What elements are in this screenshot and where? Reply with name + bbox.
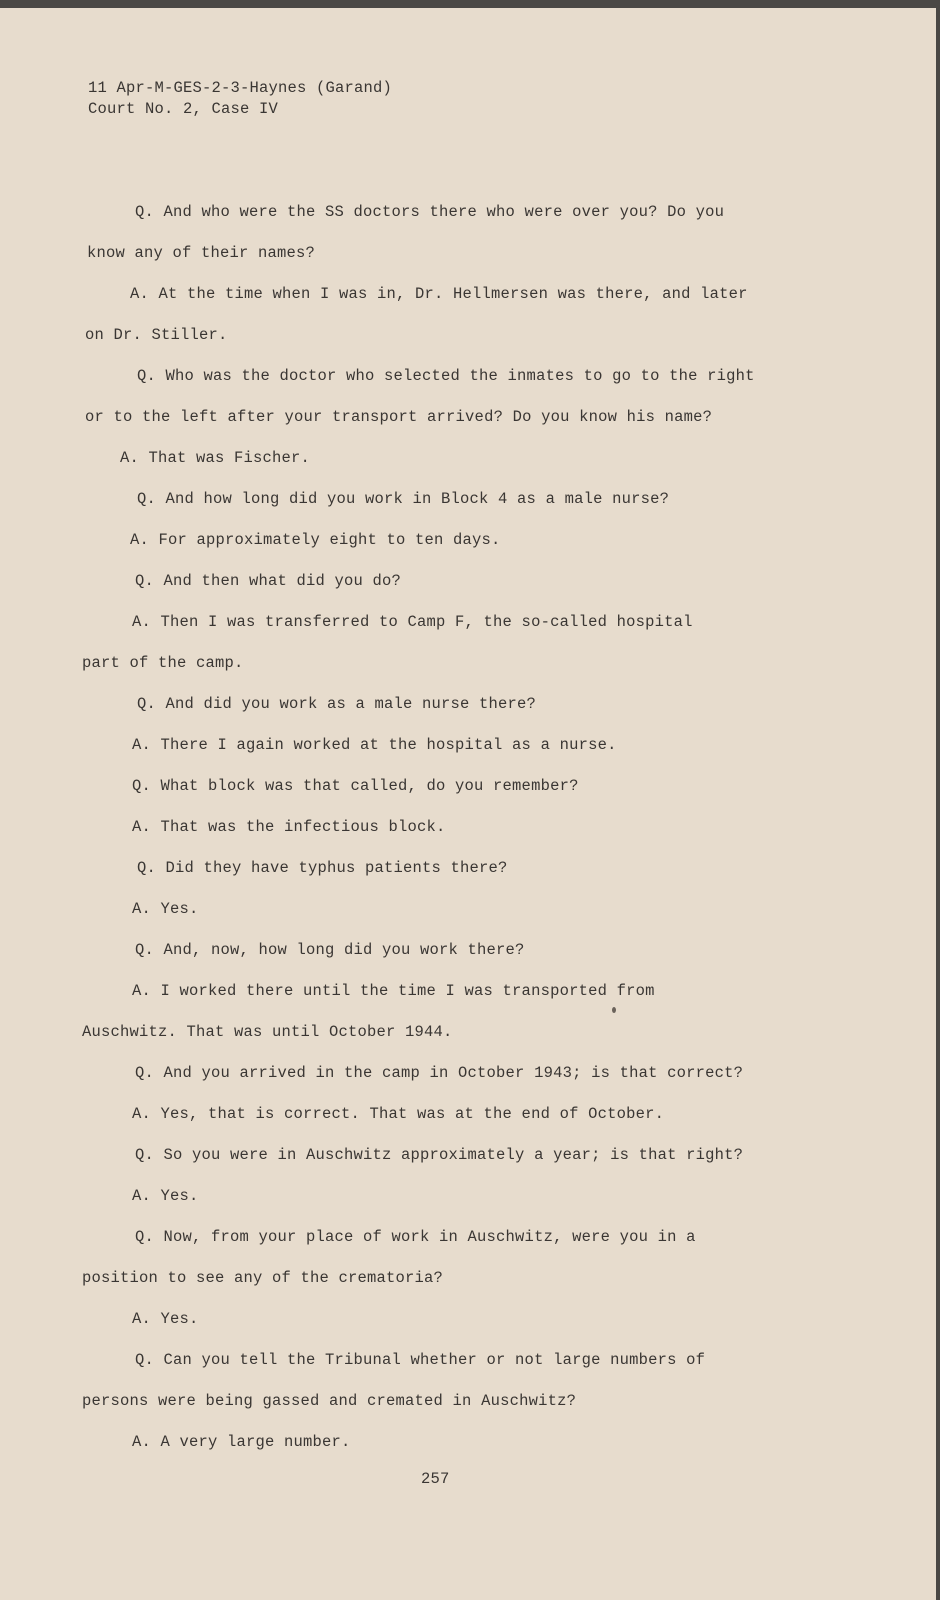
transcript-line: Q. And who were the SS doctors there who were over you? Do you: [135, 203, 725, 221]
transcript-line: A. Yes.: [132, 1310, 199, 1328]
header-court-case: Court No. 2, Case IV: [88, 100, 279, 118]
transcript-line: A. Yes.: [132, 1187, 199, 1205]
transcript-line: know any of their names?: [87, 244, 316, 262]
transcript-line: Q. Who was the doctor who selected the inmates to go to the right: [137, 367, 755, 385]
transcript-line: or to the left after your transport arrived? Do you know his name?: [85, 408, 713, 426]
transcript-line: Q. And then what did you do?: [135, 572, 402, 590]
transcript-line: Q. Can you tell the Tribunal whether or not large numbers of: [135, 1351, 706, 1369]
transcript-line: persons were being gassed and cremated in Auschwitz?: [82, 1392, 577, 1410]
page-number: 257: [421, 1470, 450, 1488]
transcript-line: A. That was Fischer.: [120, 449, 311, 467]
transcript-line: on Dr. Stiller.: [85, 326, 228, 344]
transcript-line: Auschwitz. That was until October 1944.: [82, 1023, 453, 1041]
transcript-line: A. There I again worked at the hospital as a nurse.: [132, 736, 617, 754]
transcript-line: A. For approximately eight to ten days.: [130, 531, 501, 549]
transcript-line: part of the camp.: [82, 654, 244, 672]
transcript-line: Q. And, now, how long did you work there?: [135, 941, 525, 959]
transcript-line: Q. And did you work as a male nurse there?: [137, 695, 537, 713]
document-page: [0, 8, 936, 1600]
transcript-line: Q. So you were in Auschwitz approximately a year; is that right?: [135, 1146, 744, 1164]
transcript-line: A. A very large number.: [132, 1433, 351, 1451]
transcript-line: Q. Now, from your place of work in Auschwitz, were you in a: [135, 1228, 696, 1246]
transcript-line: A. I worked there until the time I was transported from: [132, 982, 655, 1000]
document-header: [88, 78, 392, 120]
header-reference: 11 Apr-M-GES-2-3-Haynes (Garand): [88, 79, 393, 97]
transcript-line: A. At the time when I was in, Dr. Hellmersen was there, and later: [130, 285, 748, 303]
transcript-line: A. Yes, that is correct. That was at the end of October.: [132, 1105, 665, 1123]
transcript-line: A. That was the infectious block.: [132, 818, 446, 836]
transcript-line: Q. What block was that called, do you remember?: [132, 777, 579, 795]
transcript-line: Q. And how long did you work in Block 4 as a male nurse?: [137, 490, 670, 508]
ink-smudge: [612, 1007, 616, 1013]
transcript-line: Q. And you arrived in the camp in October 1943; is that correct?: [135, 1064, 744, 1082]
transcript-line: A. Then I was transferred to Camp F, the so-called hospital: [132, 613, 693, 631]
transcript-line: position to see any of the crematoria?: [82, 1269, 444, 1287]
transcript-line: A. Yes.: [132, 900, 199, 918]
transcript-line: Q. Did they have typhus patients there?: [137, 859, 508, 877]
